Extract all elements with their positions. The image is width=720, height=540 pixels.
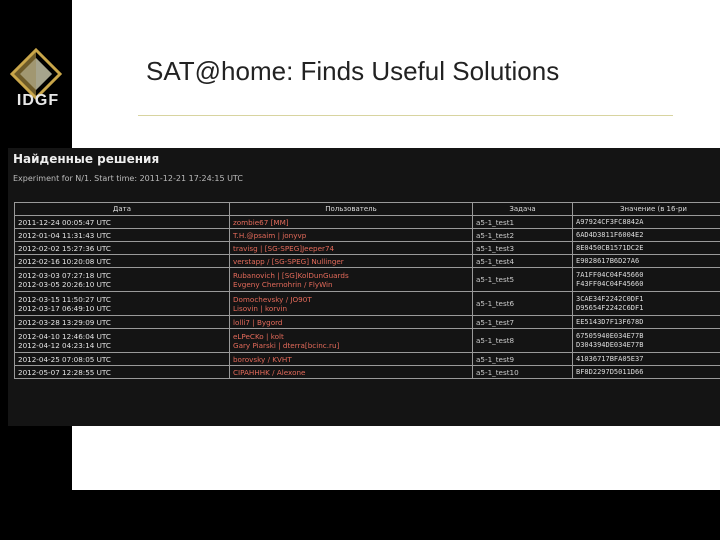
user-link[interactable]: Rubanovich | [SG]KolDunGuards <box>233 270 349 280</box>
panel-heading: Найденные решения <box>13 152 160 166</box>
user-link[interactable]: Domochevsky / JO90T <box>233 294 312 304</box>
cell-date <box>15 268 230 292</box>
hash-text: E9028617B6D27A6 <box>576 256 640 265</box>
table-row <box>15 242 720 255</box>
col-task-header[interactable]: Задача <box>473 203 573 216</box>
hash-text: 3CAE34F2242C0DF1 <box>576 294 644 303</box>
col-user-header[interactable]: Пользователь <box>230 203 473 216</box>
date-text: 2012-02-16 10:20:08 UTC <box>18 256 111 266</box>
hash-text: 41036717BFA05E37 <box>576 354 644 363</box>
user-link[interactable]: T.H.@psaim | jonyvp <box>233 230 307 240</box>
cell-user <box>230 316 473 329</box>
date-text: 2012-04-10 12:46:04 UTC <box>18 331 111 341</box>
cell-task: a5-1_test1 <box>473 216 573 229</box>
table-row <box>15 216 720 229</box>
date-text: 2012-03-05 20:26:10 UTC <box>18 279 111 289</box>
user-link[interactable]: zombie67 [MM] <box>233 217 289 227</box>
table-row <box>15 316 720 329</box>
table-row <box>15 366 720 379</box>
col-value-header[interactable]: Значение (в 16-ри <box>573 203 720 216</box>
cell-value <box>573 329 720 353</box>
cell-value <box>573 292 720 316</box>
hash-text: A97924CF3FC8842A <box>576 217 644 226</box>
table-header <box>15 203 720 216</box>
date-text: 2012-03-17 06:49:10 UTC <box>18 303 111 313</box>
cell-user <box>230 229 473 242</box>
user-link[interactable]: Evgeny Chernohrin / FlyWin <box>233 279 333 289</box>
cell-date <box>15 255 230 268</box>
cell-value <box>573 242 720 255</box>
date-text: 2012-03-15 11:50:27 UTC <box>18 294 111 304</box>
cell-date <box>15 353 230 366</box>
cell-task: a5-1_test6 <box>473 292 573 316</box>
user-link[interactable]: borovsky / KVHT <box>233 354 292 364</box>
cell-date <box>15 292 230 316</box>
panel-subheading: Experiment for N/1. Start time: 2011-12-21 17:24:15 UTC <box>13 174 243 183</box>
hash-text: EE5143D7F13F678D <box>576 317 644 326</box>
date-text: 2012-03-28 13:29:09 UTC <box>18 317 111 327</box>
hash-text: D95654F2242C6DF1 <box>576 303 644 312</box>
cell-user <box>230 292 473 316</box>
hash-text: 8E0450CB1571DC2E <box>576 243 644 252</box>
date-text: 2012-04-25 07:08:05 UTC <box>18 354 111 364</box>
table-row <box>15 255 720 268</box>
cell-date <box>15 229 230 242</box>
results-panel <box>8 148 720 426</box>
date-text: 2012-05-07 12:28:55 UTC <box>18 367 111 377</box>
logo-text: IDGF <box>16 92 60 109</box>
user-link[interactable]: verstapp / [SG-SPEG] Nullinger <box>233 256 344 266</box>
cell-value <box>573 316 720 329</box>
cell-user <box>230 329 473 353</box>
title-divider <box>138 115 673 116</box>
user-link[interactable]: Lisovin | korvin <box>233 303 288 313</box>
cell-value <box>573 216 720 229</box>
hash-text: D304394DE034E77B <box>576 340 644 349</box>
table-row <box>15 329 720 353</box>
cell-date <box>15 366 230 379</box>
hash-text: 7A1FF04C04F45660 <box>576 270 644 279</box>
user-link[interactable]: travisg | [SG-SPEG]Jeeper74 <box>233 243 335 253</box>
cell-date <box>15 329 230 353</box>
table-row <box>15 353 720 366</box>
cell-value <box>573 255 720 268</box>
cell-user <box>230 353 473 366</box>
cell-task: a5-1_test8 <box>473 329 573 353</box>
table-row <box>15 268 720 292</box>
slide-title: SAT@home: Finds Useful Solutions <box>146 56 560 86</box>
cell-date <box>15 316 230 329</box>
user-link[interactable]: Gary Piarski | dterra[bcinc.ru] <box>233 340 340 350</box>
results-table <box>14 202 720 379</box>
bottom-bar <box>0 490 720 540</box>
cell-user <box>230 216 473 229</box>
cell-date <box>15 216 230 229</box>
cell-task: a5-1_test4 <box>473 255 573 268</box>
date-text: 2012-02-02 15:27:36 UTC <box>18 243 111 253</box>
table-row <box>15 229 720 242</box>
cell-task: a5-1_test3 <box>473 242 573 255</box>
cell-task: a5-1_test9 <box>473 353 573 366</box>
table-row <box>15 292 720 316</box>
hash-text: 67505940E034E77B <box>576 331 644 340</box>
col-date-header[interactable]: Дата <box>15 203 230 216</box>
cell-value <box>573 229 720 242</box>
user-link[interactable]: lolli7 | Bygord <box>233 317 283 327</box>
cell-user <box>230 268 473 292</box>
cell-task: a5-1_test10 <box>473 366 573 379</box>
date-text: 2012-01-04 11:31:43 UTC <box>18 230 111 240</box>
date-text: 2012-04-12 04:23:14 UTC <box>18 340 111 350</box>
hash-text: BF8D2297D5011D66 <box>576 367 644 376</box>
cell-value <box>573 353 720 366</box>
cell-value <box>573 268 720 292</box>
cell-user <box>230 242 473 255</box>
date-text: 2012-03-03 07:27:18 UTC <box>18 270 111 280</box>
user-link[interactable]: eLPeCKo | kolt <box>233 331 284 341</box>
hash-text: 6AD4D3811F6004E2 <box>576 230 644 239</box>
cell-task: a5-1_test2 <box>473 229 573 242</box>
cell-task: a5-1_test5 <box>473 268 573 292</box>
hash-text: F43FF04C04F45660 <box>576 279 644 288</box>
date-text: 2011-12-24 00:05:47 UTC <box>18 217 111 227</box>
cell-task: a5-1_test7 <box>473 316 573 329</box>
cell-value <box>573 366 720 379</box>
cell-date <box>15 242 230 255</box>
cell-user <box>230 255 473 268</box>
user-link[interactable]: CIPAHHHK / Alexone <box>233 367 306 377</box>
cell-user <box>230 366 473 379</box>
